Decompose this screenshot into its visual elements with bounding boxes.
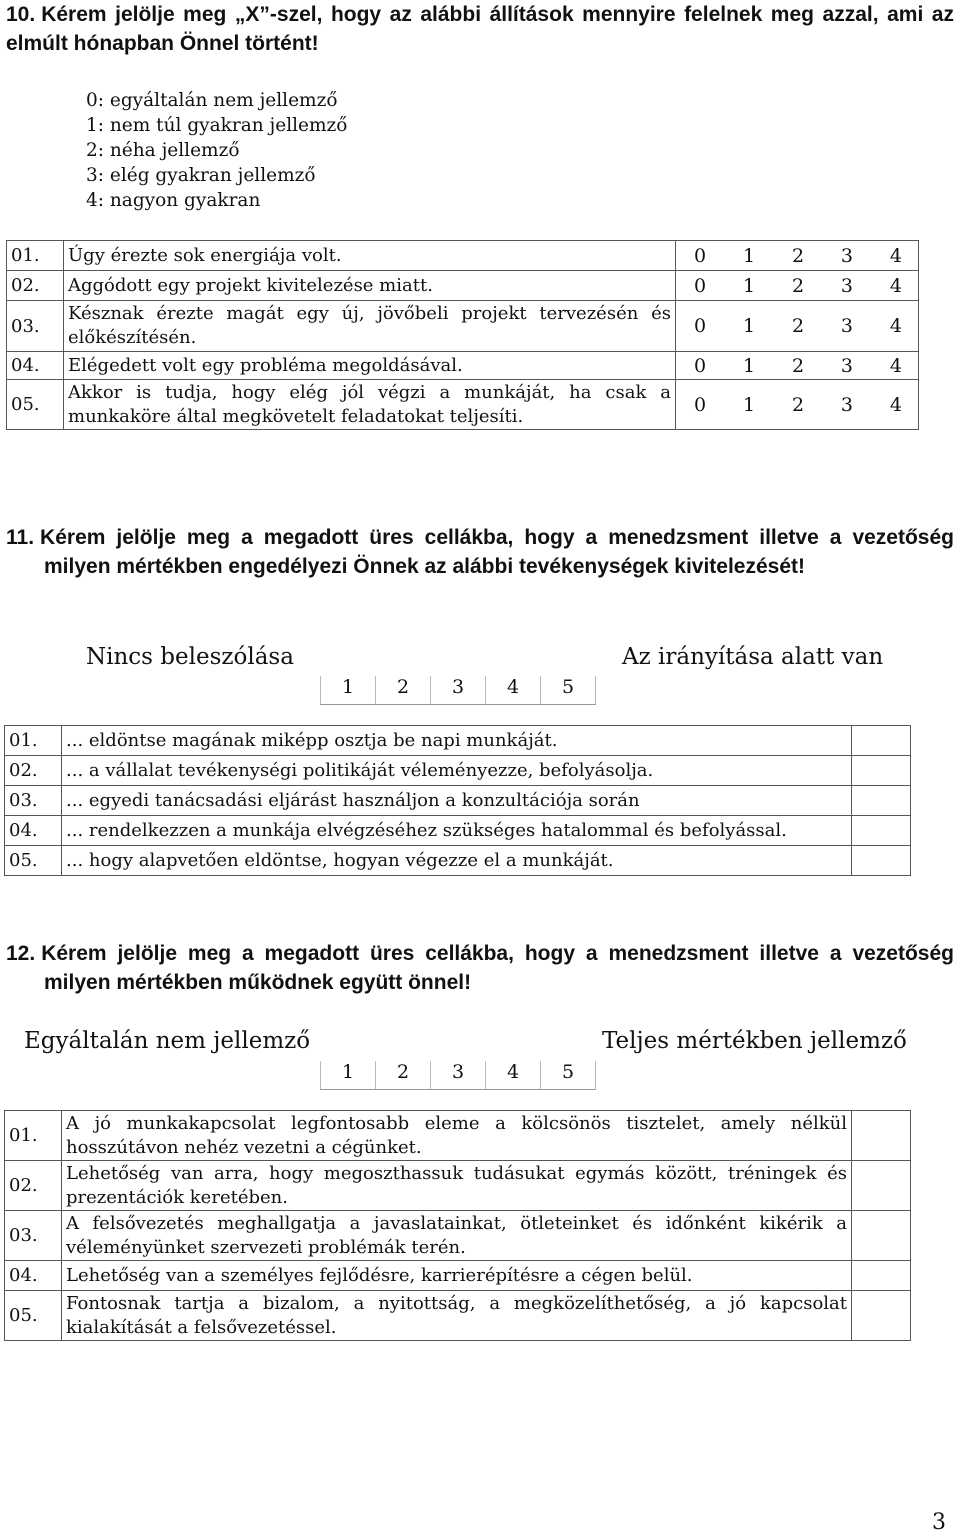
- scale-option[interactable]: 4: [889, 393, 902, 416]
- scale-label: 1: [320, 676, 376, 704]
- scale-label: 2: [376, 1061, 431, 1089]
- row-text: Akkor is tudja, hogy elég jól végzi a munkáját, ha csak a munkaköre által megkövetelt feladatokat teljesíti.: [64, 380, 676, 430]
- rating-scale[interactable]: [676, 352, 919, 380]
- table-row: [7, 301, 919, 352]
- table-row: [5, 1261, 911, 1291]
- rating-scale[interactable]: [676, 301, 919, 352]
- q10-legend: [86, 88, 347, 213]
- row-index: 03.: [5, 1211, 62, 1261]
- rating-cell[interactable]: [852, 1161, 911, 1211]
- rating-cell[interactable]: [852, 1291, 911, 1341]
- row-index: 05.: [5, 846, 62, 876]
- q12-number: 12.: [6, 942, 36, 965]
- table-row: [5, 756, 911, 786]
- scale-option[interactable]: 4: [889, 244, 902, 267]
- row-index: 02.: [5, 756, 62, 786]
- q12-text: Kérem jelölje meg a megadott üres cellákba, hogy a menedzsment illetve a vezetőség milyen mértékben működnek együtt önnel!: [41, 942, 954, 994]
- scale-option[interactable]: 1: [742, 354, 756, 377]
- table-row: [5, 846, 911, 876]
- row-index: 05.: [7, 380, 64, 430]
- scale-option[interactable]: 3: [840, 354, 853, 377]
- rating-scale[interactable]: [676, 271, 919, 301]
- scale-option[interactable]: 4: [889, 315, 902, 337]
- scale-label: 5: [541, 1061, 596, 1089]
- scale-option[interactable]: 1: [742, 315, 756, 337]
- q12-right-anchor: Teljes mértékben jellemző: [602, 1028, 907, 1054]
- row-index: 03.: [5, 786, 62, 816]
- q11-scale-header: [320, 676, 596, 705]
- table-row: [7, 271, 919, 301]
- row-index: 03.: [7, 301, 64, 352]
- q10-number: 10.: [6, 3, 36, 26]
- q11-left-anchor: Nincs beleszólása: [86, 644, 294, 670]
- q12-heading: [6, 939, 954, 997]
- rating-scale[interactable]: [676, 380, 919, 430]
- q10-table: [6, 240, 919, 430]
- row-text: ... rendelkezzen a munkája elvégzéséhez szükséges hatalommal és befolyással.: [62, 816, 852, 846]
- table-row: [7, 352, 919, 380]
- scale-option[interactable]: 3: [840, 393, 853, 416]
- legend-item: 4: nagyon gyakran: [86, 190, 261, 211]
- row-text: ... hogy alapvetően eldöntse, hogyan végezze el a munkáját.: [62, 846, 852, 876]
- scale-label: 4: [486, 676, 541, 704]
- scale-option[interactable]: 4: [889, 274, 902, 297]
- scale-option[interactable]: 0: [694, 244, 707, 267]
- q12-scale-header: [320, 1061, 596, 1090]
- row-text: ... a vállalat tevékenységi politikáját véleményezze, befolyásolja.: [62, 756, 852, 786]
- scale-label: 3: [431, 1061, 486, 1089]
- row-text: Lehetőség van a személyes fejlődésre, karrierépítésre a cégen belül.: [62, 1261, 852, 1291]
- scale-option[interactable]: 0: [694, 354, 707, 377]
- row-text: Aggódott egy projekt kivitelezése miatt.: [64, 271, 676, 301]
- scale-option[interactable]: 3: [840, 274, 853, 297]
- q12-left-anchor: Egyáltalán nem jellemző: [24, 1028, 311, 1054]
- row-text: Elégedett volt egy probléma megoldásával.: [64, 352, 676, 380]
- row-text: A felsővezetés meghallgatja a javaslatainkat, ötleteinket és időnként kikérik a véleményünket szervezeti problémák terén.: [62, 1211, 852, 1261]
- rating-cell[interactable]: [852, 1111, 911, 1161]
- rating-cell[interactable]: [852, 816, 911, 846]
- scale-option[interactable]: 0: [694, 315, 707, 337]
- scale-option[interactable]: 3: [840, 315, 853, 337]
- table-row: [5, 786, 911, 816]
- row-text: Lehetőség van arra, hogy megoszthassuk tudásukat egymás között, tréningek és prezentációk keretében.: [62, 1161, 852, 1211]
- table-row: [5, 1291, 911, 1341]
- scale-label: 2: [376, 676, 431, 704]
- legend-item: 2: néha jellemző: [86, 140, 240, 161]
- scale-label: 3: [431, 676, 486, 704]
- q11-right-anchor: Az irányítása alatt van: [622, 644, 884, 670]
- rating-cell[interactable]: [852, 786, 911, 816]
- row-text: A jó munkakapcsolat legfontosabb eleme a kölcsönös tisztelet, amely nélkül hosszútávon nehéz vezetni a cégünket.: [62, 1111, 852, 1161]
- scale-option[interactable]: 2: [791, 244, 805, 267]
- rating-cell[interactable]: [852, 1261, 911, 1291]
- q10-heading: [6, 0, 954, 58]
- table-row: [5, 1161, 911, 1211]
- scale-label: 4: [486, 1061, 541, 1089]
- scale-option[interactable]: 1: [742, 244, 756, 267]
- row-text: Késznak érezte magát egy új, jövőbeli projekt tervezésén és előkészítésén.: [64, 301, 676, 352]
- scale-option[interactable]: 2: [791, 354, 805, 377]
- row-index: 02.: [5, 1161, 62, 1211]
- table-row: [7, 241, 919, 271]
- table-row: [5, 816, 911, 846]
- legend-item: 3: elég gyakran jellemző: [86, 165, 316, 186]
- q11-number: 11.: [6, 526, 35, 549]
- scale-option[interactable]: 2: [791, 274, 805, 297]
- q12-table: [4, 1110, 911, 1341]
- scale-option[interactable]: 1: [742, 274, 756, 297]
- scale-option[interactable]: 4: [889, 354, 902, 377]
- rating-cell[interactable]: [852, 1211, 911, 1261]
- rating-scale[interactable]: [676, 241, 919, 271]
- table-row: [5, 726, 911, 756]
- row-index: 01.: [7, 241, 64, 271]
- legend-item: 1: nem túl gyakran jellemző: [86, 115, 348, 136]
- row-index: 04.: [5, 1261, 62, 1291]
- q11-heading: [6, 523, 954, 581]
- scale-label: 1: [320, 1061, 376, 1089]
- legend-item: 0: egyáltalán nem jellemző: [86, 90, 338, 111]
- q11-text: Kérem jelölje meg a megadott üres cellákba, hogy a menedzsment illetve a vezetőség milyen mértékben engedélyezi Önnek az alábbi tevékenységek kivitelezését!: [40, 526, 954, 578]
- q10-text: Kérem jelölje meg „X”-szel, hogy az alábbi állítások mennyire felelnek meg azzal, ami az elmúlt hónapban Önnel történt!: [6, 3, 954, 55]
- row-index: 04.: [5, 816, 62, 846]
- row-index: 01.: [5, 1111, 62, 1161]
- row-index: 04.: [7, 352, 64, 380]
- q11-table: [4, 725, 911, 876]
- row-text: ... eldöntse magának miképp osztja be napi munkáját.: [62, 726, 852, 756]
- row-text: ... egyedi tanácsadási eljárást használjon a konzultációja során: [62, 786, 852, 816]
- row-index: 05.: [5, 1291, 62, 1341]
- row-text: Fontosnak tartja a bizalom, a nyitottság, a megközelíthetőség, a jó kapcsolat kialakítását a felsővezetéssel.: [62, 1291, 852, 1341]
- scale-option[interactable]: 0: [694, 393, 707, 416]
- table-row: [7, 380, 919, 430]
- scale-option[interactable]: 1: [742, 393, 756, 416]
- scale-option[interactable]: 2: [791, 393, 805, 416]
- row-index: 02.: [7, 271, 64, 301]
- rating-cell[interactable]: [852, 846, 911, 876]
- scale-option[interactable]: 0: [694, 274, 707, 297]
- row-index: 01.: [5, 726, 62, 756]
- table-row: [5, 1111, 911, 1161]
- table-row: [5, 1211, 911, 1261]
- scale-label: 5: [541, 676, 596, 704]
- rating-cell[interactable]: [852, 756, 911, 786]
- page-number: 3: [932, 1510, 946, 1535]
- scale-option[interactable]: 3: [840, 244, 853, 267]
- rating-cell[interactable]: [852, 726, 911, 756]
- row-text: Úgy érezte sok energiája volt.: [64, 241, 676, 271]
- scale-option[interactable]: 2: [791, 315, 805, 337]
